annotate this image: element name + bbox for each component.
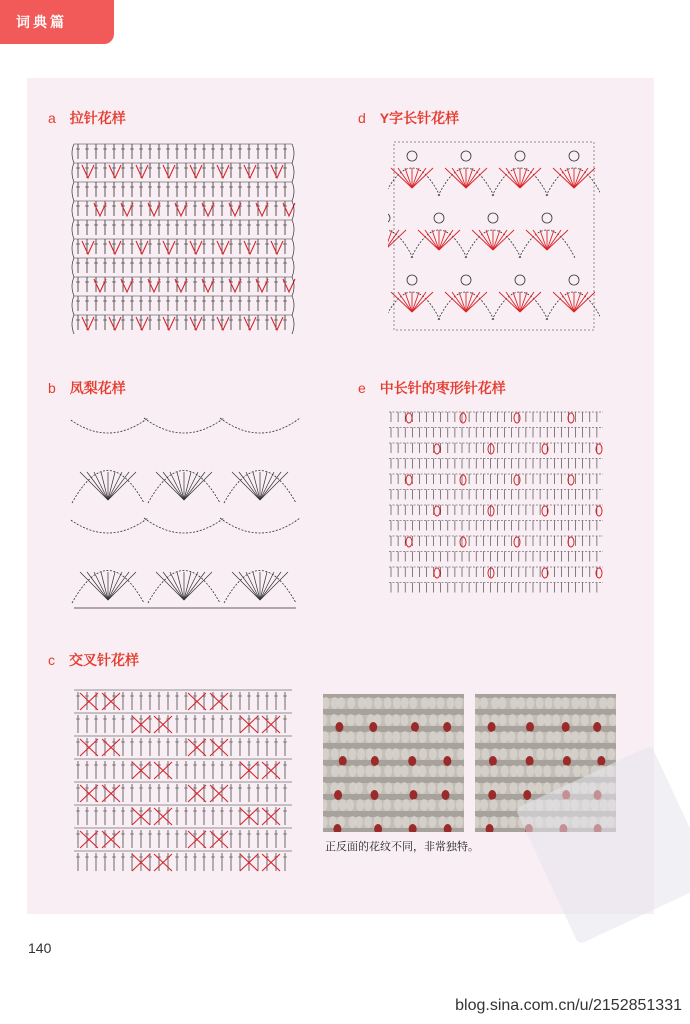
photo-caption: 正反面的花纹不同，非常独特。 (325, 841, 479, 853)
label-a (48, 108, 126, 128)
label-c (48, 650, 139, 670)
label-b-letter: b (48, 380, 56, 396)
label-e (358, 378, 506, 398)
label-d (358, 108, 459, 128)
section-tab-label: 词典篇 (16, 14, 67, 30)
diagram-c (70, 686, 300, 878)
diagram-e (385, 408, 607, 600)
label-a-letter: a (48, 110, 56, 126)
label-a-title: 拉针花样 (69, 110, 126, 126)
footer-watermark: blog.sina.com.cn/u/2152851331 (455, 997, 682, 1014)
label-e-letter: e (358, 380, 366, 396)
diagram-a (70, 138, 300, 338)
label-c-title: 交叉针花样 (69, 652, 139, 668)
page-number: 140 (28, 940, 52, 956)
section-tab (0, 0, 114, 44)
diagram-b (70, 408, 300, 612)
label-b (48, 378, 126, 398)
label-d-letter: d (358, 110, 366, 126)
label-e-title: 中长针的枣形针花样 (379, 380, 506, 396)
label-c-letter: c (48, 652, 55, 668)
swatch-photo-front (323, 694, 464, 832)
label-b-title: 凤梨花样 (69, 380, 126, 396)
diagram-d (388, 138, 600, 334)
label-d-title: Y字长针花样 (379, 110, 460, 126)
